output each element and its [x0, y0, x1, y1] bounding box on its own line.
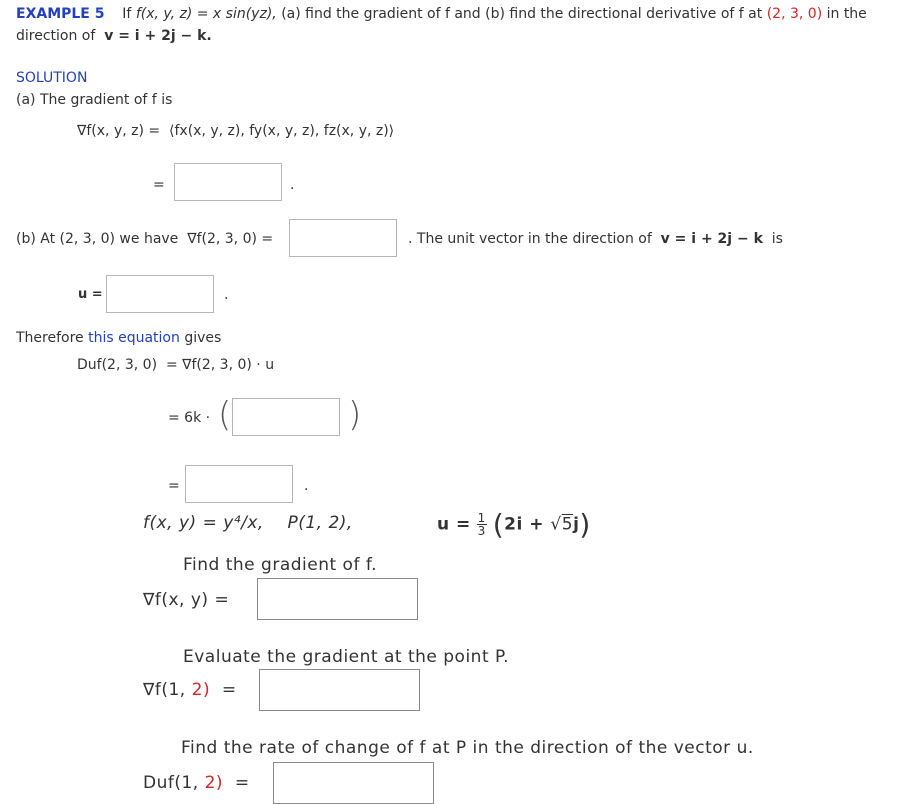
part-b-text — [16, 231, 273, 247]
u-j: j — [573, 514, 580, 535]
u-left-paren-icon: ( — [492, 508, 505, 541]
unit-is: is — [771, 231, 783, 247]
u-fraction — [477, 512, 487, 537]
unit-direction-vector: v = i + 2j − k — [660, 231, 763, 247]
gradient-p-lhs-a: ∇f(1, — [143, 680, 186, 700]
final-answer-box[interactable] — [185, 465, 293, 503]
u-inner: 2i + — [504, 514, 551, 535]
gradient-p-eq: = — [221, 680, 237, 700]
period: . — [290, 177, 295, 193]
left-paren-icon: ( — [218, 395, 232, 435]
example-statement-line1 — [16, 6, 867, 22]
point-value: (2, 3, 0) — [766, 6, 823, 22]
duf-p-input[interactable] — [273, 762, 434, 804]
period: . — [224, 287, 229, 303]
rate-of-change-text: Find the rate of change of f at P in the direction of the vector u. — [181, 738, 754, 758]
gives-text: gives — [184, 330, 222, 346]
unit-vector-text — [408, 231, 783, 247]
final-equals: = — [168, 478, 180, 494]
period: . — [304, 478, 309, 494]
gradient-equals: = — [153, 177, 165, 193]
duf-p-eq: = — [234, 773, 250, 793]
directional-derivative-line — [77, 357, 274, 373]
gradient-definition — [77, 123, 394, 139]
part-b-start: (b) At (2, 3, 0) we have — [16, 231, 179, 247]
question-in-the: in the — [826, 6, 867, 22]
part-b-gradient: ∇f(2, 3, 0) = — [187, 231, 274, 247]
question-text: (a) find the gradient of f and (b) find the directional derivative of f at — [281, 6, 763, 22]
unit-text: . The unit vector in the direction of — [408, 231, 652, 247]
example-statement-line2 — [16, 28, 212, 44]
part-a-text: (a) The gradient of f is — [16, 92, 173, 108]
example-label: EXAMPLE 5 — [16, 6, 105, 22]
u-equals-label: u = — [78, 287, 103, 302]
problem-point: P(1, 2), — [287, 513, 353, 533]
right-paren-icon: ) — [348, 395, 362, 435]
u-right-paren-icon: ) — [579, 508, 591, 541]
u-fraction-den: 3 — [477, 524, 486, 538]
gradient-at-point-box[interactable] — [289, 219, 397, 257]
gradient-xy-label: ∇f(x, y) = — [143, 590, 230, 610]
gradient-def-rhs: ⟨fx(x, y, z), fy(x, y, z), fz(x, y, z)⟩ — [169, 123, 395, 139]
duf-p-label — [143, 773, 250, 793]
problem-func: f(x, y) = y⁴/x, — [143, 513, 264, 533]
gradient-answer-box[interactable] — [174, 163, 282, 201]
therefore-text: Therefore — [16, 330, 84, 346]
sqrt-icon: √ — [550, 514, 562, 535]
direction-vector: v = i + 2j − k. — [104, 28, 212, 44]
duf-p-lhs-a: Duf(1, — [143, 773, 199, 793]
question-if: If — [122, 6, 132, 22]
u-sqrt-value: 5 — [561, 514, 574, 535]
u-fraction-num: 1 — [477, 511, 486, 525]
gradient-xy-input[interactable] — [257, 578, 418, 620]
dot-product-box[interactable] — [232, 398, 340, 436]
gradient-def-lhs: ∇f(x, y, z) = — [77, 123, 161, 139]
six-k-dot: = 6k · — [168, 410, 211, 426]
problem-u-vector — [437, 508, 591, 541]
duf-rhs: = ∇f(2, 3, 0) · u — [165, 357, 275, 373]
solution-heading: SOLUTION — [16, 70, 88, 86]
gradient-p-input[interactable] — [259, 669, 420, 711]
duf-lhs: Duf(2, 3, 0) — [77, 357, 158, 373]
this-equation-link[interactable]: this equation — [88, 330, 180, 346]
therefore-line — [16, 330, 221, 346]
gradient-p-label — [143, 680, 237, 700]
unit-vector-box[interactable] — [106, 275, 214, 313]
find-gradient-text: Find the gradient of f. — [183, 555, 377, 575]
function-definition: f(x, y, z) = x sin(yz), — [135, 6, 277, 22]
direction-text: direction of — [16, 28, 96, 44]
gradient-p-lhs-b: 2) — [191, 680, 211, 700]
duf-p-lhs-b: 2) — [204, 773, 224, 793]
evaluate-text: Evaluate the gradient at the point P. — [183, 647, 510, 667]
problem-function — [143, 513, 353, 533]
problem-u-lhs: u = — [437, 514, 471, 535]
